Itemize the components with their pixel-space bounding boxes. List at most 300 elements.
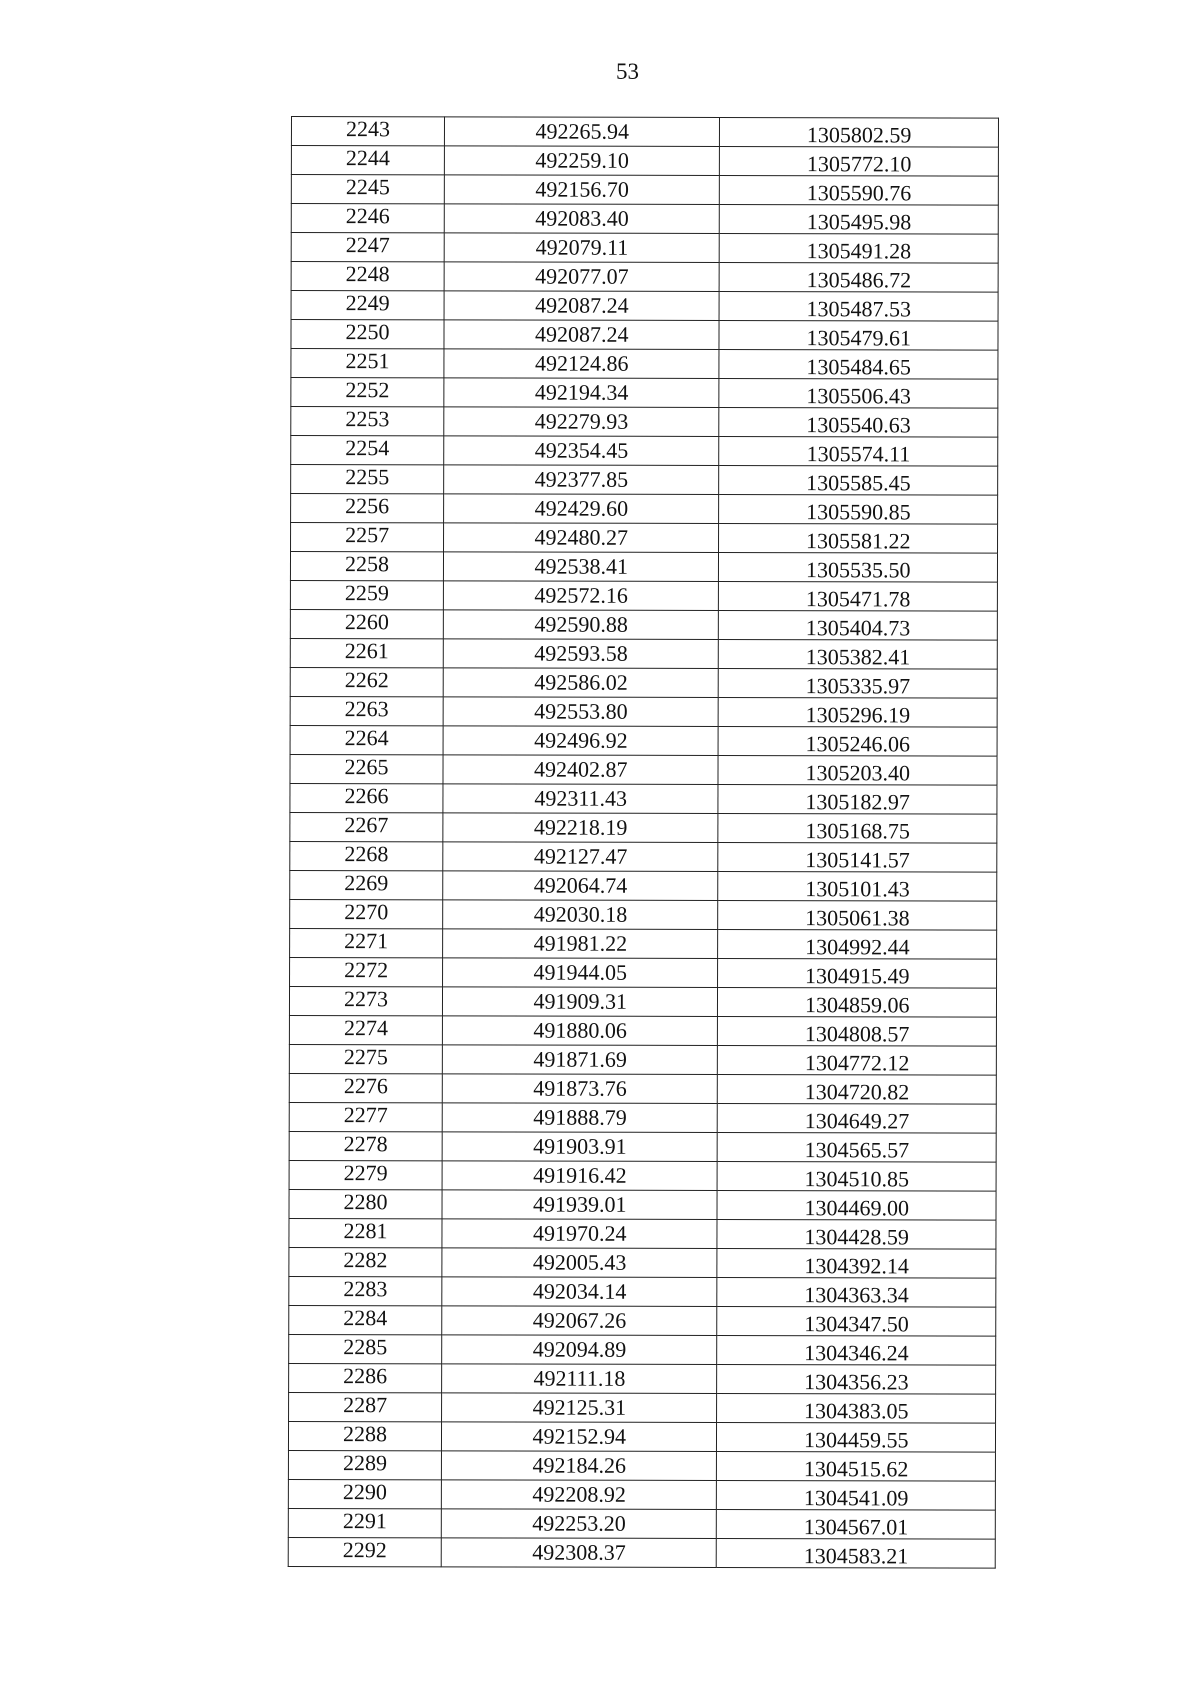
y-coordinate-cell <box>719 639 998 669</box>
y-coordinate-cell <box>719 668 998 698</box>
table-row <box>289 1073 996 1104</box>
x-coordinate-cell <box>442 1393 717 1423</box>
x-coordinate-cell <box>441 1480 716 1510</box>
point-number-cell <box>290 783 443 812</box>
y-coordinate-cell <box>720 175 999 205</box>
cell-text: 2259 <box>344 579 389 605</box>
cell-text: 1305574.11 <box>806 440 911 466</box>
cell-text: 2285 <box>343 1333 388 1359</box>
table-row <box>288 1537 995 1568</box>
cell-text: 492354.45 <box>534 437 629 463</box>
cell-text: 491888.79 <box>533 1104 627 1130</box>
x-coordinate-cell <box>443 842 718 872</box>
table-row <box>290 812 997 843</box>
cell-text: 2284 <box>343 1304 388 1330</box>
y-coordinate-cell <box>718 1016 997 1046</box>
cell-text: 1304383.05 <box>804 1397 909 1423</box>
cell-text: 2268 <box>344 840 389 866</box>
point-number-cell <box>289 1073 442 1102</box>
cell-text: 2265 <box>344 753 389 779</box>
cell-text: 492083.40 <box>535 205 629 231</box>
cell-text: 1305382.41 <box>805 643 911 669</box>
x-coordinate-cell <box>444 320 719 350</box>
cell-text: 492259.10 <box>535 147 629 173</box>
point-number-cell <box>291 117 444 146</box>
table-row <box>289 1015 996 1046</box>
x-coordinate-cell <box>443 755 718 785</box>
cell-text: 1304583.21 <box>803 1542 909 1568</box>
cell-text: 492127.47 <box>533 843 628 869</box>
cell-text: 1305581.22 <box>805 527 911 553</box>
cell-text: 2282 <box>343 1246 388 1272</box>
point-number-cell <box>290 841 443 870</box>
cell-text: 491916.42 <box>533 1162 627 1188</box>
point-number-cell <box>290 928 443 957</box>
y-coordinate-cell <box>718 1103 997 1133</box>
cell-text: 2271 <box>344 927 389 953</box>
y-coordinate-cell <box>718 1045 997 1075</box>
y-coordinate-cell <box>718 1074 997 1104</box>
cell-text: 2263 <box>344 695 389 721</box>
cell-text: 1304347.50 <box>804 1310 909 1336</box>
point-number-cell <box>290 957 443 986</box>
table-row <box>291 407 998 438</box>
y-coordinate-cell <box>719 407 998 437</box>
cell-text: 2287 <box>343 1391 388 1417</box>
point-number-cell <box>291 320 444 349</box>
y-coordinate-cell <box>719 436 998 466</box>
cell-text: 2269 <box>344 869 389 895</box>
x-coordinate-cell <box>444 117 719 147</box>
cell-text: 1304428.59 <box>804 1223 909 1249</box>
x-coordinate-cell <box>442 1161 717 1191</box>
y-coordinate-cell <box>717 1190 996 1220</box>
table-row <box>291 262 998 293</box>
point-number-cell <box>291 465 444 494</box>
table-row <box>291 204 998 235</box>
cell-text: 2266 <box>344 782 389 808</box>
table-row <box>289 1247 996 1278</box>
cell-text: 2244 <box>345 144 390 170</box>
x-coordinate-cell <box>443 784 718 814</box>
cell-text: 2248 <box>345 260 390 286</box>
cell-text: 1304392.14 <box>804 1252 909 1278</box>
y-coordinate-cell <box>718 1161 997 1191</box>
cell-text: 1305168.75 <box>805 817 910 843</box>
point-number-cell <box>291 204 444 233</box>
table-row <box>290 638 997 669</box>
cell-text: 492311.43 <box>534 785 628 811</box>
cell-text: 2251 <box>345 347 390 373</box>
cell-text: 1304363.34 <box>804 1281 909 1307</box>
point-number-cell <box>291 262 444 291</box>
cell-text: 491903.91 <box>533 1133 627 1159</box>
table-row <box>290 928 997 959</box>
y-coordinate-cell <box>719 349 998 379</box>
y-coordinate-cell <box>719 552 998 582</box>
cell-text: 1304859.06 <box>804 991 910 1017</box>
point-number-cell <box>290 638 443 667</box>
x-coordinate-cell <box>443 987 718 1017</box>
x-coordinate-cell <box>442 1132 717 1162</box>
y-coordinate-cell <box>717 1422 996 1452</box>
x-coordinate-cell <box>444 204 719 234</box>
point-number-cell <box>288 1450 441 1479</box>
cell-text: 1305491.28 <box>806 237 912 263</box>
cell-text: 492067.26 <box>532 1307 627 1333</box>
y-coordinate-cell <box>719 610 998 640</box>
cell-text: 492538.41 <box>534 553 629 579</box>
cell-text: 492402.87 <box>534 756 628 782</box>
cell-text: 492480.27 <box>534 524 629 550</box>
point-number-cell <box>291 233 444 262</box>
x-coordinate-cell <box>443 813 718 843</box>
cell-text: 1305203.40 <box>805 759 911 785</box>
cell-text: 492253.20 <box>532 1510 626 1536</box>
cell-text: 1305540.63 <box>806 411 911 437</box>
cell-text: 1305484.65 <box>806 353 911 379</box>
x-coordinate-cell <box>443 900 718 930</box>
cell-text: 492593.58 <box>534 640 628 666</box>
x-coordinate-cell <box>441 1509 716 1539</box>
cell-text: 2257 <box>345 521 390 547</box>
cell-text: 492218.19 <box>533 814 628 840</box>
table-row <box>288 1450 995 1481</box>
table-row <box>291 320 998 351</box>
y-coordinate-cell <box>717 1451 996 1481</box>
cell-text: 2267 <box>344 811 389 837</box>
cell-text: 491871.69 <box>533 1046 627 1072</box>
x-coordinate-cell <box>442 1190 717 1220</box>
y-coordinate-cell <box>717 1335 996 1365</box>
y-coordinate-cell <box>718 900 997 930</box>
table-row <box>290 696 997 727</box>
cell-text: 2290 <box>342 1478 387 1504</box>
cell-text: 492125.31 <box>532 1394 627 1420</box>
table-row <box>289 1189 996 1220</box>
cell-text: 2280 <box>343 1188 388 1214</box>
x-coordinate-cell <box>444 378 719 408</box>
cell-text: 1305246.06 <box>805 730 911 756</box>
point-number-cell <box>288 1421 441 1450</box>
cell-text: 492152.94 <box>532 1423 627 1449</box>
table-row <box>289 1160 996 1191</box>
cell-text: 2272 <box>344 956 389 982</box>
cell-text: 2276 <box>343 1072 388 1098</box>
x-coordinate-cell <box>444 552 719 582</box>
cell-text: 2279 <box>343 1159 388 1185</box>
table-row <box>291 349 998 380</box>
cell-text: 2270 <box>344 898 389 924</box>
table-row <box>289 1276 996 1307</box>
x-coordinate-cell <box>443 610 718 640</box>
cell-text: 492077.07 <box>535 263 629 289</box>
cell-text: 2247 <box>345 231 390 257</box>
cell-text: 492377.85 <box>534 466 629 492</box>
point-number-cell <box>289 1276 442 1305</box>
cell-text: 492156.70 <box>535 176 629 202</box>
table-row <box>290 754 997 785</box>
cell-text: 491880.06 <box>533 1017 627 1043</box>
point-number-cell <box>290 609 443 638</box>
cell-text: 1305585.45 <box>806 469 911 495</box>
table-row <box>288 1421 995 1452</box>
y-coordinate-cell <box>718 987 997 1017</box>
cell-text: 1305471.78 <box>805 585 911 611</box>
cell-text: 2273 <box>344 985 389 1011</box>
point-number-cell <box>290 580 443 609</box>
y-coordinate-cell <box>717 1538 996 1568</box>
cell-text: 2291 <box>342 1507 387 1533</box>
cell-text: 2262 <box>344 666 389 692</box>
point-number-cell <box>288 1508 441 1537</box>
x-coordinate-cell <box>444 349 719 379</box>
table-row <box>290 870 997 901</box>
cell-text: 2258 <box>344 550 390 576</box>
cell-text: 492279.93 <box>534 408 629 434</box>
cell-text: 492094.89 <box>532 1336 627 1362</box>
y-coordinate-cell <box>719 494 998 524</box>
cell-text: 1304565.57 <box>804 1136 910 1162</box>
point-number-cell <box>290 667 443 696</box>
cell-text: 1304567.01 <box>803 1513 909 1539</box>
table-row <box>290 957 997 988</box>
point-number-cell <box>289 1189 442 1218</box>
point-number-cell <box>290 812 443 841</box>
point-number-cell <box>291 146 444 175</box>
x-coordinate-cell <box>442 1045 717 1075</box>
cell-text: 2283 <box>343 1275 388 1301</box>
table-row <box>290 783 997 814</box>
cell-text: 1305404.73 <box>805 614 911 640</box>
table-row <box>291 523 998 554</box>
cell-text: 2253 <box>345 405 390 431</box>
x-coordinate-cell <box>444 262 719 292</box>
point-number-cell <box>291 291 444 320</box>
table-row <box>289 1334 996 1365</box>
cell-text: 491939.01 <box>533 1191 627 1217</box>
y-coordinate-cell <box>717 1393 996 1423</box>
x-coordinate-cell <box>444 175 719 205</box>
cell-text: 1305590.85 <box>806 498 911 524</box>
x-coordinate-cell <box>444 407 719 437</box>
y-coordinate-cell <box>719 697 998 727</box>
y-coordinate-cell <box>718 813 997 843</box>
table-row <box>291 378 998 409</box>
x-coordinate-cell <box>442 1277 717 1307</box>
y-coordinate-cell <box>717 1219 996 1249</box>
y-coordinate-cell <box>720 204 999 234</box>
y-coordinate-cell <box>719 523 998 553</box>
x-coordinate-cell <box>443 668 718 698</box>
x-coordinate-cell <box>442 1422 717 1452</box>
cell-text: 2252 <box>345 376 390 402</box>
x-coordinate-cell <box>444 523 719 553</box>
cell-text: 2246 <box>345 202 390 228</box>
coordinates-table-body <box>288 117 998 1569</box>
cell-text: 1305506.43 <box>806 382 911 408</box>
table-row <box>291 175 998 206</box>
x-coordinate-cell <box>442 1248 717 1278</box>
table-row <box>289 1363 996 1394</box>
cell-text: 1305061.38 <box>805 904 910 930</box>
cell-text: 2256 <box>345 492 390 518</box>
x-coordinate-cell <box>444 494 719 524</box>
y-coordinate-cell <box>717 1248 996 1278</box>
cell-text: 1305479.61 <box>806 324 912 350</box>
point-number-cell <box>291 378 444 407</box>
x-coordinate-cell <box>442 1074 717 1104</box>
y-coordinate-cell <box>717 1480 996 1510</box>
x-coordinate-cell <box>441 1538 716 1568</box>
cell-text: 1305335.97 <box>805 672 911 698</box>
point-number-cell <box>288 1479 441 1508</box>
cell-text: 492208.92 <box>532 1481 626 1507</box>
cell-text: 1305182.97 <box>805 788 910 814</box>
x-coordinate-cell <box>443 958 718 988</box>
point-number-cell <box>289 1015 442 1044</box>
table-row <box>289 986 996 1017</box>
table-row <box>291 233 998 264</box>
cell-text: 2255 <box>345 463 390 489</box>
x-coordinate-cell <box>442 1016 717 1046</box>
y-coordinate-cell <box>719 378 998 408</box>
cell-text: 492194.34 <box>534 379 629 405</box>
point-number-cell <box>289 1218 442 1247</box>
x-coordinate-cell <box>443 639 718 669</box>
cell-text: 2292 <box>342 1536 387 1562</box>
table-row <box>291 146 998 177</box>
cell-text: 2275 <box>343 1043 388 1069</box>
cell-text: 2249 <box>345 289 390 315</box>
cell-text: 1304772.12 <box>804 1049 910 1075</box>
x-coordinate-cell <box>444 146 719 176</box>
y-coordinate-cell <box>720 262 999 292</box>
cell-text: 2245 <box>345 173 390 199</box>
x-coordinate-cell <box>443 929 718 959</box>
point-number-cell <box>288 1537 441 1566</box>
y-coordinate-cell <box>718 784 997 814</box>
cell-text: 2281 <box>343 1217 388 1243</box>
point-number-cell <box>291 523 444 552</box>
y-coordinate-cell <box>720 146 999 176</box>
y-coordinate-cell <box>719 581 998 611</box>
x-coordinate-cell <box>442 1103 717 1133</box>
cell-text: 492064.74 <box>533 872 628 898</box>
point-number-cell <box>290 552 443 581</box>
cell-text: 1305772.10 <box>806 150 912 176</box>
cell-text: 1304915.49 <box>805 962 910 988</box>
cell-text: 1305141.57 <box>805 846 910 872</box>
cell-text: 492572.16 <box>534 582 628 608</box>
point-number-cell <box>289 1334 442 1363</box>
cell-text: 1305535.50 <box>805 556 911 582</box>
cell-text: 492124.86 <box>534 350 629 376</box>
table-row <box>290 580 997 611</box>
point-number-cell <box>289 1392 442 1421</box>
table-row <box>290 841 997 872</box>
y-coordinate-cell <box>717 1277 996 1307</box>
cell-text: 1304515.62 <box>803 1455 909 1481</box>
x-coordinate-cell <box>443 871 718 901</box>
x-coordinate-cell <box>441 1451 716 1481</box>
cell-text: 492087.24 <box>535 292 629 318</box>
x-coordinate-cell <box>442 1364 717 1394</box>
x-coordinate-cell <box>442 1219 717 1249</box>
cell-text: 492030.18 <box>533 901 628 927</box>
cell-text: 1304459.55 <box>803 1426 909 1452</box>
cell-text: 2288 <box>343 1420 388 1446</box>
cell-text: 491944.05 <box>533 959 628 985</box>
x-coordinate-cell <box>444 436 719 466</box>
cell-text: 492079.11 <box>535 234 629 260</box>
point-number-cell <box>290 899 443 928</box>
point-number-cell <box>290 754 443 783</box>
cell-text: 1305487.53 <box>806 295 912 321</box>
cell-text: 2254 <box>345 434 390 460</box>
y-coordinate-cell <box>720 291 999 321</box>
point-number-cell <box>291 407 444 436</box>
x-coordinate-cell <box>443 581 718 611</box>
point-number-cell <box>289 986 442 1015</box>
x-coordinate-cell <box>443 697 718 727</box>
cell-text: 2274 <box>343 1014 388 1040</box>
cell-text: 1304346.24 <box>804 1339 909 1365</box>
x-coordinate-cell <box>442 1306 717 1336</box>
table-row <box>289 1102 996 1133</box>
cell-text: 492005.43 <box>532 1249 627 1275</box>
x-coordinate-cell <box>442 1335 717 1365</box>
cell-text: 492590.88 <box>534 611 628 637</box>
cell-text: 1304992.44 <box>805 933 910 959</box>
point-number-cell <box>289 1102 442 1131</box>
table-row <box>288 1508 995 1539</box>
y-coordinate-cell <box>718 755 997 785</box>
y-coordinate-cell <box>718 1132 997 1162</box>
y-coordinate-cell <box>720 117 999 147</box>
table-row <box>290 667 997 698</box>
cell-text: 1305101.43 <box>805 875 910 901</box>
table-row <box>291 117 998 148</box>
table-row <box>289 1044 996 1075</box>
x-coordinate-cell <box>444 291 719 321</box>
cell-text: 1305802.59 <box>806 121 912 147</box>
cell-text: 1305296.19 <box>805 701 911 727</box>
cell-text: 1304356.23 <box>804 1368 909 1394</box>
y-coordinate-cell <box>718 929 997 959</box>
cell-text: 1304720.82 <box>804 1078 910 1104</box>
cell-text: 492586.02 <box>534 669 628 695</box>
point-number-cell <box>289 1160 442 1189</box>
x-coordinate-cell <box>443 726 718 756</box>
cell-text: 2243 <box>345 115 391 141</box>
cell-text: 492087.24 <box>534 321 629 347</box>
table-row <box>289 1392 996 1423</box>
point-number-cell <box>290 696 443 725</box>
cell-text: 2264 <box>344 724 389 750</box>
y-coordinate-cell <box>718 871 997 901</box>
y-coordinate-cell <box>718 958 997 988</box>
table-row <box>291 494 998 525</box>
point-number-cell <box>289 1247 442 1276</box>
table-row <box>288 1479 995 1510</box>
cell-text: 492496.92 <box>534 727 628 753</box>
cell-text: 492429.60 <box>534 495 629 521</box>
cell-text: 1305486.72 <box>806 266 912 292</box>
y-coordinate-cell <box>717 1306 996 1336</box>
cell-text: 2260 <box>344 608 389 634</box>
cell-text: 2289 <box>342 1449 388 1475</box>
